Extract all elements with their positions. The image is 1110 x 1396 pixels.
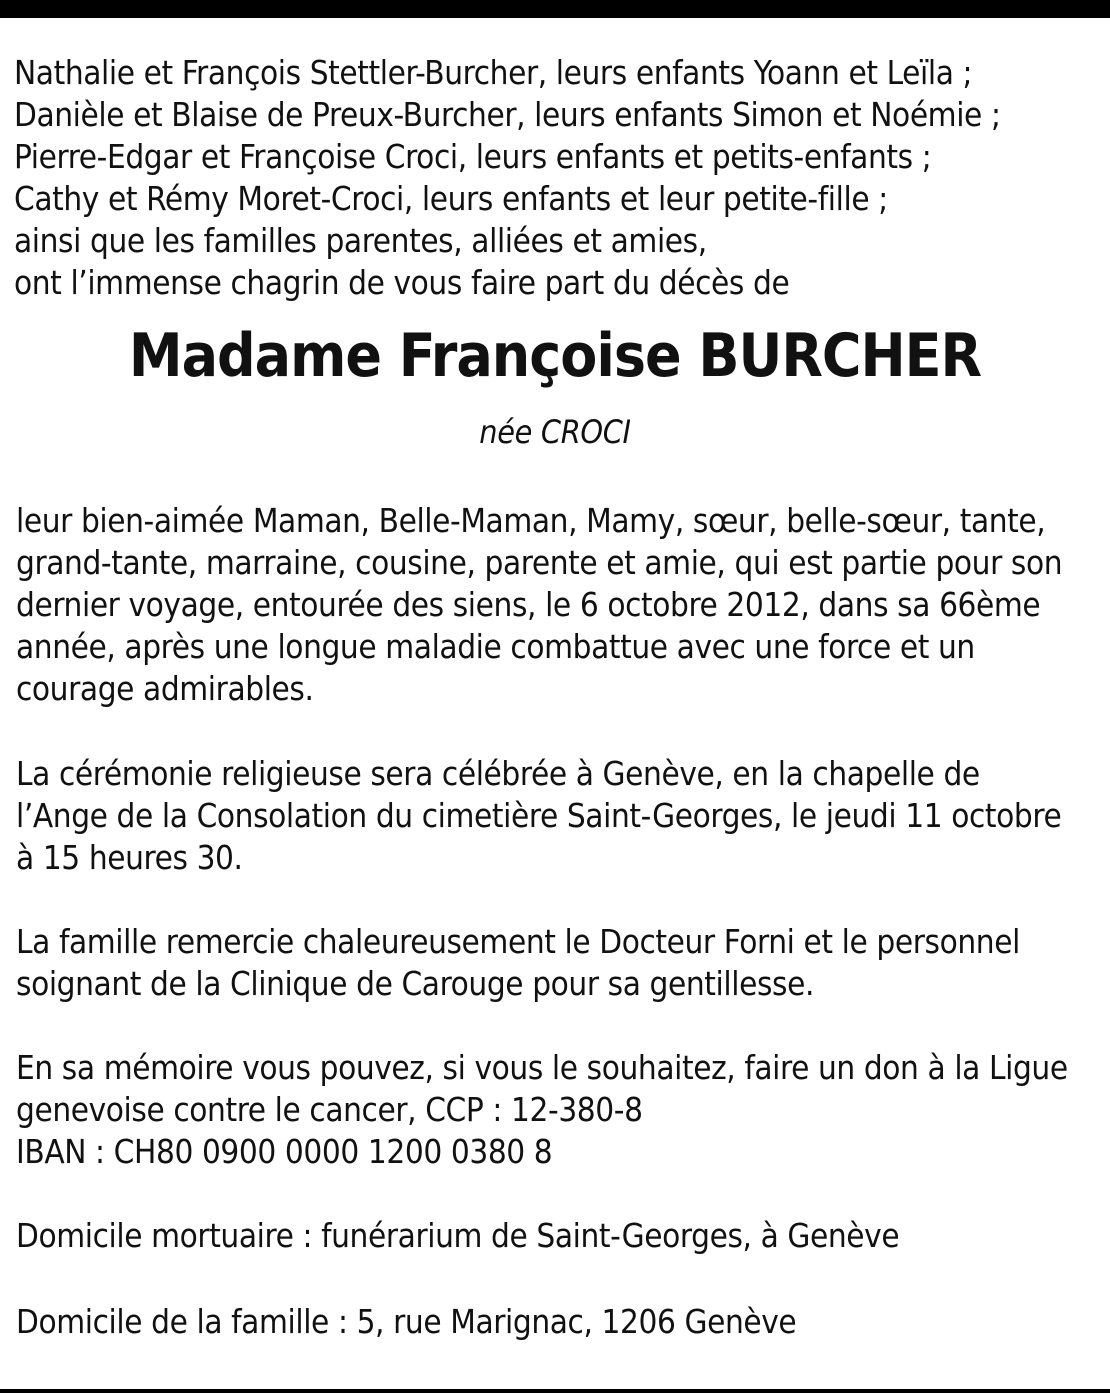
mortuary-line: Domicile mortuaire : funérarium de Saint-Georges, à Genève <box>16 1216 900 1255</box>
tribute-paragraph <box>16 500 1098 710</box>
donation-line: En sa mémoire vous pouvez, si vous le souhaitez, faire un don à la Ligue <box>16 1048 1068 1087</box>
family-line: ont l’immense chagrin de vous faire part du décès de <box>14 263 790 302</box>
family-line: Cathy et Rémy Moret-Croci, leurs enfants et leur petite-fille ; <box>14 179 888 218</box>
ceremony-line: l’Ange de la Consolation du cimetière Saint-Georges, le jeudi 11 octobre <box>16 796 1062 835</box>
ceremony-paragraph <box>16 753 1098 879</box>
mortuary-address <box>16 1215 1098 1257</box>
family-line: ainsi que les familles parentes, alliées et amies, <box>14 221 707 260</box>
thanks-line: soignant de la Clinique de Carouge pour sa gentillesse. <box>16 964 814 1003</box>
tribute-line: grand-tante, marraine, cousine, parente et amie, qui est partie pour son <box>16 543 1063 582</box>
family-home-line: Domicile de la famille : 5, rue Marignac, 1206 Genève <box>16 1302 797 1341</box>
donation-paragraph <box>16 1047 1098 1173</box>
ceremony-line: La cérémonie religieuse sera célébrée à Genève, en la chapelle de <box>16 754 980 793</box>
ceremony-line: à 15 heures 30. <box>16 838 243 877</box>
tribute-line: leur bien-aimée Maman, Belle-Maman, Mamy, sœur, belle-sœur, tante, <box>16 501 1046 540</box>
family-line: Nathalie et François Stettler-Burcher, leurs enfants Yoann et Leïla ; <box>14 53 973 92</box>
donation-line: IBAN : CH80 0900 0000 1200 0380 8 <box>16 1132 553 1171</box>
tribute-line: courage admirables. <box>16 669 314 708</box>
tribute-line: dernier voyage, entourée des siens, le 6 octobre 2012, dans sa 66ème <box>16 585 1041 624</box>
bottom-border-rule <box>0 1389 1110 1393</box>
family-list <box>14 52 1104 304</box>
family-line: Danièle et Blaise de Preux-Burcher, leurs enfants Simon et Noémie ; <box>14 95 1001 134</box>
deceased-name: Madame Françoise BURCHER <box>128 321 982 391</box>
top-border-rule <box>0 0 1110 18</box>
family-line: Pierre-Edgar et Françoise Croci, leurs enfants et petits-enfants ; <box>14 137 932 176</box>
thanks-paragraph <box>16 921 1098 1005</box>
tribute-line: année, après une longue maladie combattue avec une force et un <box>16 627 975 666</box>
thanks-line: La famille remercie chaleureusement le Docteur Forni et le personnel <box>16 922 1020 961</box>
donation-line: genevoise contre le cancer, CCP : 12-380-8 <box>16 1090 643 1129</box>
maiden-name: née CROCI <box>479 413 631 451</box>
family-home-address <box>16 1301 1098 1343</box>
